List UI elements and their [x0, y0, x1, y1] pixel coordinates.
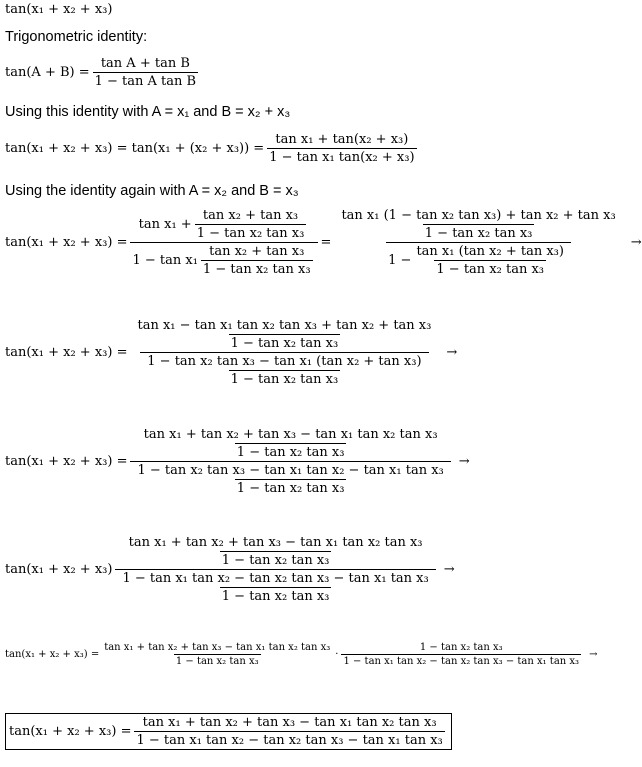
first-substitution: [5, 132, 420, 165]
step-5-first-numerator: tan x₁ + tan x₂ + tan x₃ − tan x₁ tan x₂ tan x₃: [104, 642, 331, 653]
step-5-multiply-dot: ·: [335, 649, 339, 660]
step-2: [5, 318, 457, 387]
identity-label-text: Trigonometric identity:: [5, 29, 148, 45]
step-2-lhs: tan(x₁ + x₂ + x₃) =: [5, 345, 128, 360]
step-1-second-denominator: [386, 242, 571, 277]
step-5-arrow-icon: →: [589, 649, 598, 660]
step-1-second-compound-fraction: [334, 208, 622, 277]
step-4-denominator: [115, 569, 435, 604]
step-4-numerator-fraction: [127, 535, 425, 568]
step-1-arrow-icon: →: [630, 235, 642, 250]
step-1-second-numerator-bottom: 1 − tan x₂ tan x₃: [424, 226, 533, 241]
step-4-arrow-icon: →: [443, 562, 455, 577]
step-4-lhs: tan(x₁ + x₂ + x₃): [5, 562, 113, 577]
step-2-denominator: [140, 352, 428, 387]
step-5: [5, 642, 597, 667]
identity-usage-text: [5, 104, 290, 120]
final-result-numerator: tan x₁ + tan x₂ + tan x₃ − tan x₁ tan x₂ tan x₃: [142, 715, 437, 730]
step-4-compound-fraction: [115, 535, 435, 604]
step-5-second-denominator: 1 − tan x₁ tan x₂ − tan x₂ tan x₃ − tan x₁ tan x₃: [343, 656, 580, 667]
final-result-fraction: [134, 715, 444, 748]
final-result: [5, 713, 452, 750]
step-2-denominator-fraction: [145, 354, 423, 387]
final-result-box: [5, 713, 452, 750]
step-1-second-numerator-fraction: [339, 208, 617, 241]
step-1: [5, 208, 642, 277]
final-result-lhs: tan(x₁ + x₂ + x₃) =: [9, 724, 132, 739]
step-1-second-denominator-bottom: 1 − tan x₂ tan x₃: [436, 262, 545, 277]
step-5-first-fraction: [102, 642, 332, 667]
step-2-arrow-icon: →: [446, 345, 458, 360]
identity-label: [5, 29, 147, 45]
step-1-second-numerator-top: tan x₁ (1 − tan x₂ tan x₃) + tan x₂ + tan x₃: [341, 208, 616, 223]
step-2-numerator-fraction: [135, 318, 433, 351]
final-result-denominator: 1 − tan x₁ tan x₂ − tan x₂ tan x₃ − tan x₁ tan x₃: [136, 733, 443, 748]
step-5-first-denominator: 1 − tan x₂ tan x₃: [175, 656, 259, 667]
step-2-numerator-top: tan x₁ − tan x₁ tan x₂ tan x₃ + tan x₂ + tan x₃: [137, 318, 432, 333]
identity-numerator: tan A + tan B: [100, 56, 190, 71]
identity-lhs: tan(A + B) =: [5, 65, 90, 80]
step-2-numerator: [130, 318, 438, 352]
identity-fraction: [93, 56, 198, 89]
step-1-equals: =: [320, 235, 332, 250]
step-1-denominator-fraction-denominator: 1 − tan x₂ tan x₃: [202, 262, 311, 277]
step-1-denominator-fraction: [201, 244, 313, 277]
identity-usage-content: Using this identity with A = x₁ and B = x₂ + x₃: [5, 104, 291, 120]
expression-text: tan(x₁ + x₂ + x₃): [5, 2, 113, 17]
step-4: [5, 535, 455, 604]
step-1-inner-denominator: 1 − tan x₂ tan x₃: [196, 226, 305, 241]
step-4-denominator-bottom: 1 − tan x₂ tan x₃: [221, 589, 330, 604]
step-3-denominator: [130, 461, 450, 496]
first-substitution-lhs: tan(x₁ + x₂ + x₃) = tan(x₁ + (x₂ + x₃)) =: [5, 141, 265, 156]
step-3-numerator-fraction: [142, 427, 440, 460]
identity-denominator: 1 − tan A tan B: [94, 74, 197, 89]
step-4-denominator-fraction: [120, 571, 430, 604]
step-3-numerator-top: tan x₁ + tan x₂ + tan x₃ − tan x₁ tan x₂ tan x₃: [143, 427, 438, 442]
first-substitution-denominator: 1 − tan x₁ tan(x₂ + x₃): [269, 150, 415, 165]
identity-again-content: Using the identity again with A = x₂ and B = x₃: [5, 183, 299, 199]
step-1-lhs: tan(x₁ + x₂ + x₃) =: [5, 235, 128, 250]
step-1-inner-fraction: [195, 208, 307, 241]
step-1-denominator-fraction-numerator: tan x₂ + tan x₃: [209, 244, 305, 259]
step-1-second-denominator-fraction: [414, 244, 566, 277]
step-4-numerator: [122, 535, 430, 569]
step-2-denominator-bottom: 1 − tan x₂ tan x₃: [230, 372, 339, 387]
step-1-second-denominator-prefix: 1 −: [388, 253, 412, 268]
identity-formula: [5, 56, 201, 89]
identity-again-text: [5, 183, 299, 199]
first-substitution-fraction: [267, 132, 416, 165]
step-3-denominator-top: 1 − tan x₂ tan x₃ − tan x₁ tan x₂ − tan x₁ tan x₃: [137, 463, 444, 478]
step-4-numerator-bottom: 1 − tan x₂ tan x₃: [221, 553, 330, 568]
step-3: [5, 427, 470, 496]
step-4-numerator-top: tan x₁ + tan x₂ + tan x₃ − tan x₁ tan x₂ tan x₃: [128, 535, 423, 550]
step-1-numerator: [137, 208, 312, 242]
step-1-compound-fraction: [130, 208, 317, 277]
step-4-denominator-top: 1 − tan x₁ tan x₂ − tan x₂ tan x₃ − tan x₁ tan x₃: [122, 571, 429, 586]
step-2-compound-fraction: [130, 318, 438, 387]
step-3-lhs: tan(x₁ + x₂ + x₃) =: [5, 454, 128, 469]
step-2-denominator-top: 1 − tan x₂ tan x₃ − tan x₁ (tan x₂ + tan x₃): [147, 354, 422, 369]
step-2-numerator-bottom: 1 − tan x₂ tan x₃: [230, 336, 339, 351]
step-1-denominator-prefix: 1 − tan x₁: [132, 253, 198, 268]
step-3-denominator-fraction: [135, 463, 445, 496]
first-substitution-numerator: tan x₁ + tan(x₂ + x₃): [275, 132, 409, 147]
step-5-lhs: tan(x₁ + x₂ + x₃) =: [5, 649, 100, 660]
step-3-numerator: [137, 427, 445, 461]
step-1-second-numerator: [334, 208, 622, 242]
expression-heading: [5, 2, 112, 17]
step-1-numerator-prefix: tan x₁ +: [138, 217, 192, 232]
step-3-arrow-icon: →: [458, 454, 470, 469]
step-5-second-fraction: [341, 642, 581, 667]
step-1-denominator: [130, 242, 317, 277]
step-3-denominator-bottom: 1 − tan x₂ tan x₃: [236, 481, 345, 496]
step-1-second-denominator-top: tan x₁ (tan x₂ + tan x₃): [416, 244, 564, 259]
step-1-inner-numerator: tan x₂ + tan x₃: [202, 208, 299, 223]
step-5-second-numerator: 1 − tan x₂ tan x₃: [419, 642, 503, 653]
step-3-compound-fraction: [130, 427, 450, 496]
step-3-numerator-bottom: 1 − tan x₂ tan x₃: [236, 445, 345, 460]
